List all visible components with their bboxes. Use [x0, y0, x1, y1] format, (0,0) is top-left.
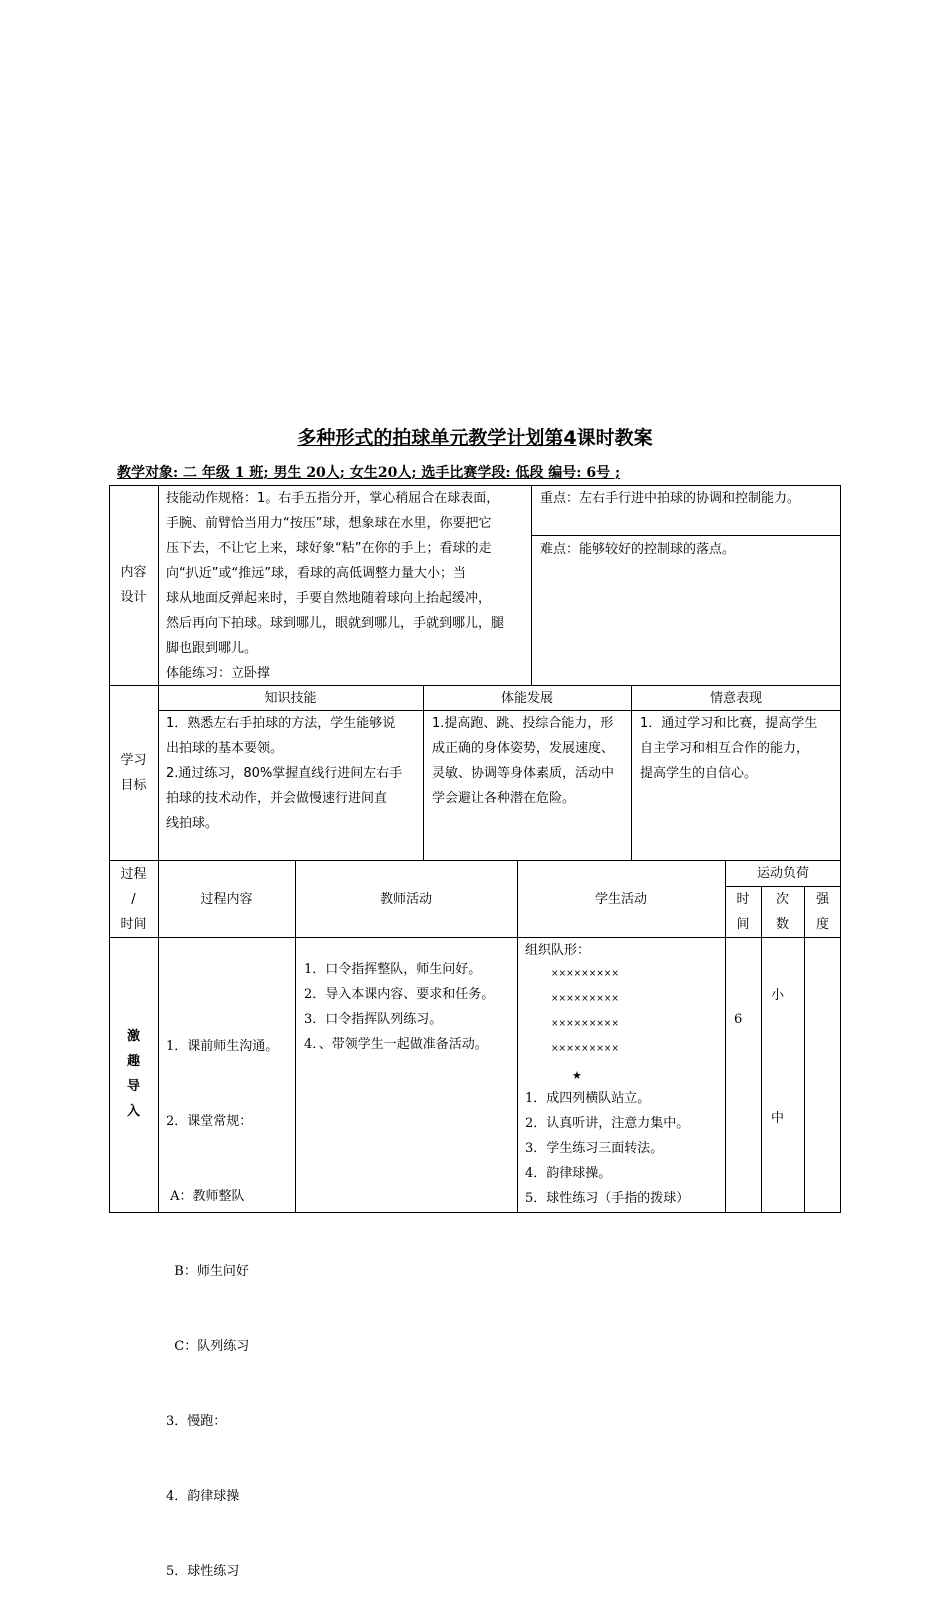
difficulty-point: 难点：能够较好的控制球的落点。 [540, 542, 736, 557]
formation-row: ××××××××× [551, 1019, 619, 1029]
header-process-content: 过程内容 [200, 892, 253, 907]
content-design-label: 内容 设计 [120, 565, 147, 605]
header-count: 次 数 [775, 892, 789, 932]
header-student-activity: 学生活动 [594, 892, 647, 907]
key-point: 重点：左右手行进中拍球的协调和控制能力。 [540, 491, 801, 506]
count-value: 小 [771, 988, 785, 1003]
learning-goals-label: 学习 目标 [120, 753, 147, 793]
process-content-text: 1．课前师生沟通。 2．课堂常规： A：教师整队 B：师生问好 C：队列练习 3．慢跑： 4．韵律球操 5．球性练习 [166, 1039, 279, 1579]
formation-row: ××××××××× [551, 1044, 619, 1054]
header-teacher-activity: 教师活动 [379, 892, 432, 907]
header-time: 时 间 [736, 892, 750, 932]
formation-label: 组织队形： [525, 943, 591, 958]
header-knowledge-skill: 知识技能 [264, 691, 317, 706]
page-title [0, 423, 950, 450]
header-process-time: 过程 / 时间 [120, 867, 147, 932]
text-line: 脚也跟到哪儿。 [166, 641, 258, 656]
divider [631, 685, 632, 860]
divider [531, 535, 841, 536]
physical-development-text: 1.提高跑、跳、投综合能力，形 成正确的身体姿势，发展速度、 灵敏、协调等身体素质，活动中 学会避让各种潜在危险。 [432, 716, 615, 806]
divider [531, 485, 532, 685]
class-info-line: 教学对象: 二 年级 1 班; 男生 20人; 女生20人; 选手比赛学段: 低段 编号: 6号 ; [117, 465, 621, 481]
affective-text: 1．通过学习和比赛，提高学生 自主学习和相互合作的能力， 提高学生的自信心。 [640, 716, 818, 781]
header-physical-development: 体能发展 [500, 691, 553, 706]
formation-row: ××××××××× [551, 969, 619, 979]
knowledge-skill-text: 1．熟悉左右手拍球的方法，学生能够说 出拍球的基本要领。 2.通过练习，80%掌握直线行进间左右手 拍球的技术动作，并会做慢速行进间直 线拍球。 [166, 716, 403, 831]
teacher-star-icon: ★ [572, 1069, 582, 1082]
teacher-activity-text: 1．口令指挥整队，师生问好。 2．导入本课内容、要求和任务。 3．口令指挥队列练习。 4．、带领学生一起做准备活动。 [304, 962, 495, 1052]
stage-label: 激 趣 导 入 [126, 1029, 140, 1119]
text-line: 手腕、前臂恰当用力“按压”球，想象球在水里，你要把它 [166, 516, 492, 531]
divider [423, 685, 424, 860]
formation-row: ××××××××× [551, 994, 619, 1004]
content-design-text [166, 486, 530, 686]
title-suffix: 课时教案 [576, 427, 653, 449]
text-line: 压下去，不让它上来，球好象“粘”在你的手上；看球的走 [166, 541, 492, 556]
student-activity-text: 1．成四列横队站立。 2．认真听讲，注意力集中。 3．学生练习三面转法。 4．韵律球操。 5．球性练习（手指的拨球） [525, 1091, 690, 1206]
header-intensity: 强 度 [815, 892, 829, 932]
header-affective: 情意表现 [709, 691, 762, 706]
count-value: 中 [771, 1111, 785, 1126]
text-line: 球从地面反弹起来时，手要自然地随着球向上抬起缓冲， [166, 591, 492, 606]
time-value: 6 [734, 1012, 743, 1027]
header-exercise-load: 运动负荷 [756, 866, 809, 881]
divider [158, 485, 159, 1212]
divider [295, 860, 296, 1212]
formation-diagram [551, 962, 671, 1062]
text-line: 然后再向下拍球。球到哪儿，眼就到哪儿，手就到哪儿，腿 [166, 616, 505, 631]
text-line: 向“扒近”或“推远”球，看球的高低调整力量大小；当 [166, 566, 466, 581]
divider [517, 860, 518, 1212]
title-prefix: 多种形式的拍球单元教学计划第 [297, 427, 564, 449]
text-line: 技能动作规格：1。右手五指分开，掌心稍屈合在球表面， [166, 491, 500, 506]
divider [109, 937, 841, 938]
text-line: 体能练习：立卧撑 [166, 666, 271, 681]
title-number: 4 [563, 427, 577, 449]
